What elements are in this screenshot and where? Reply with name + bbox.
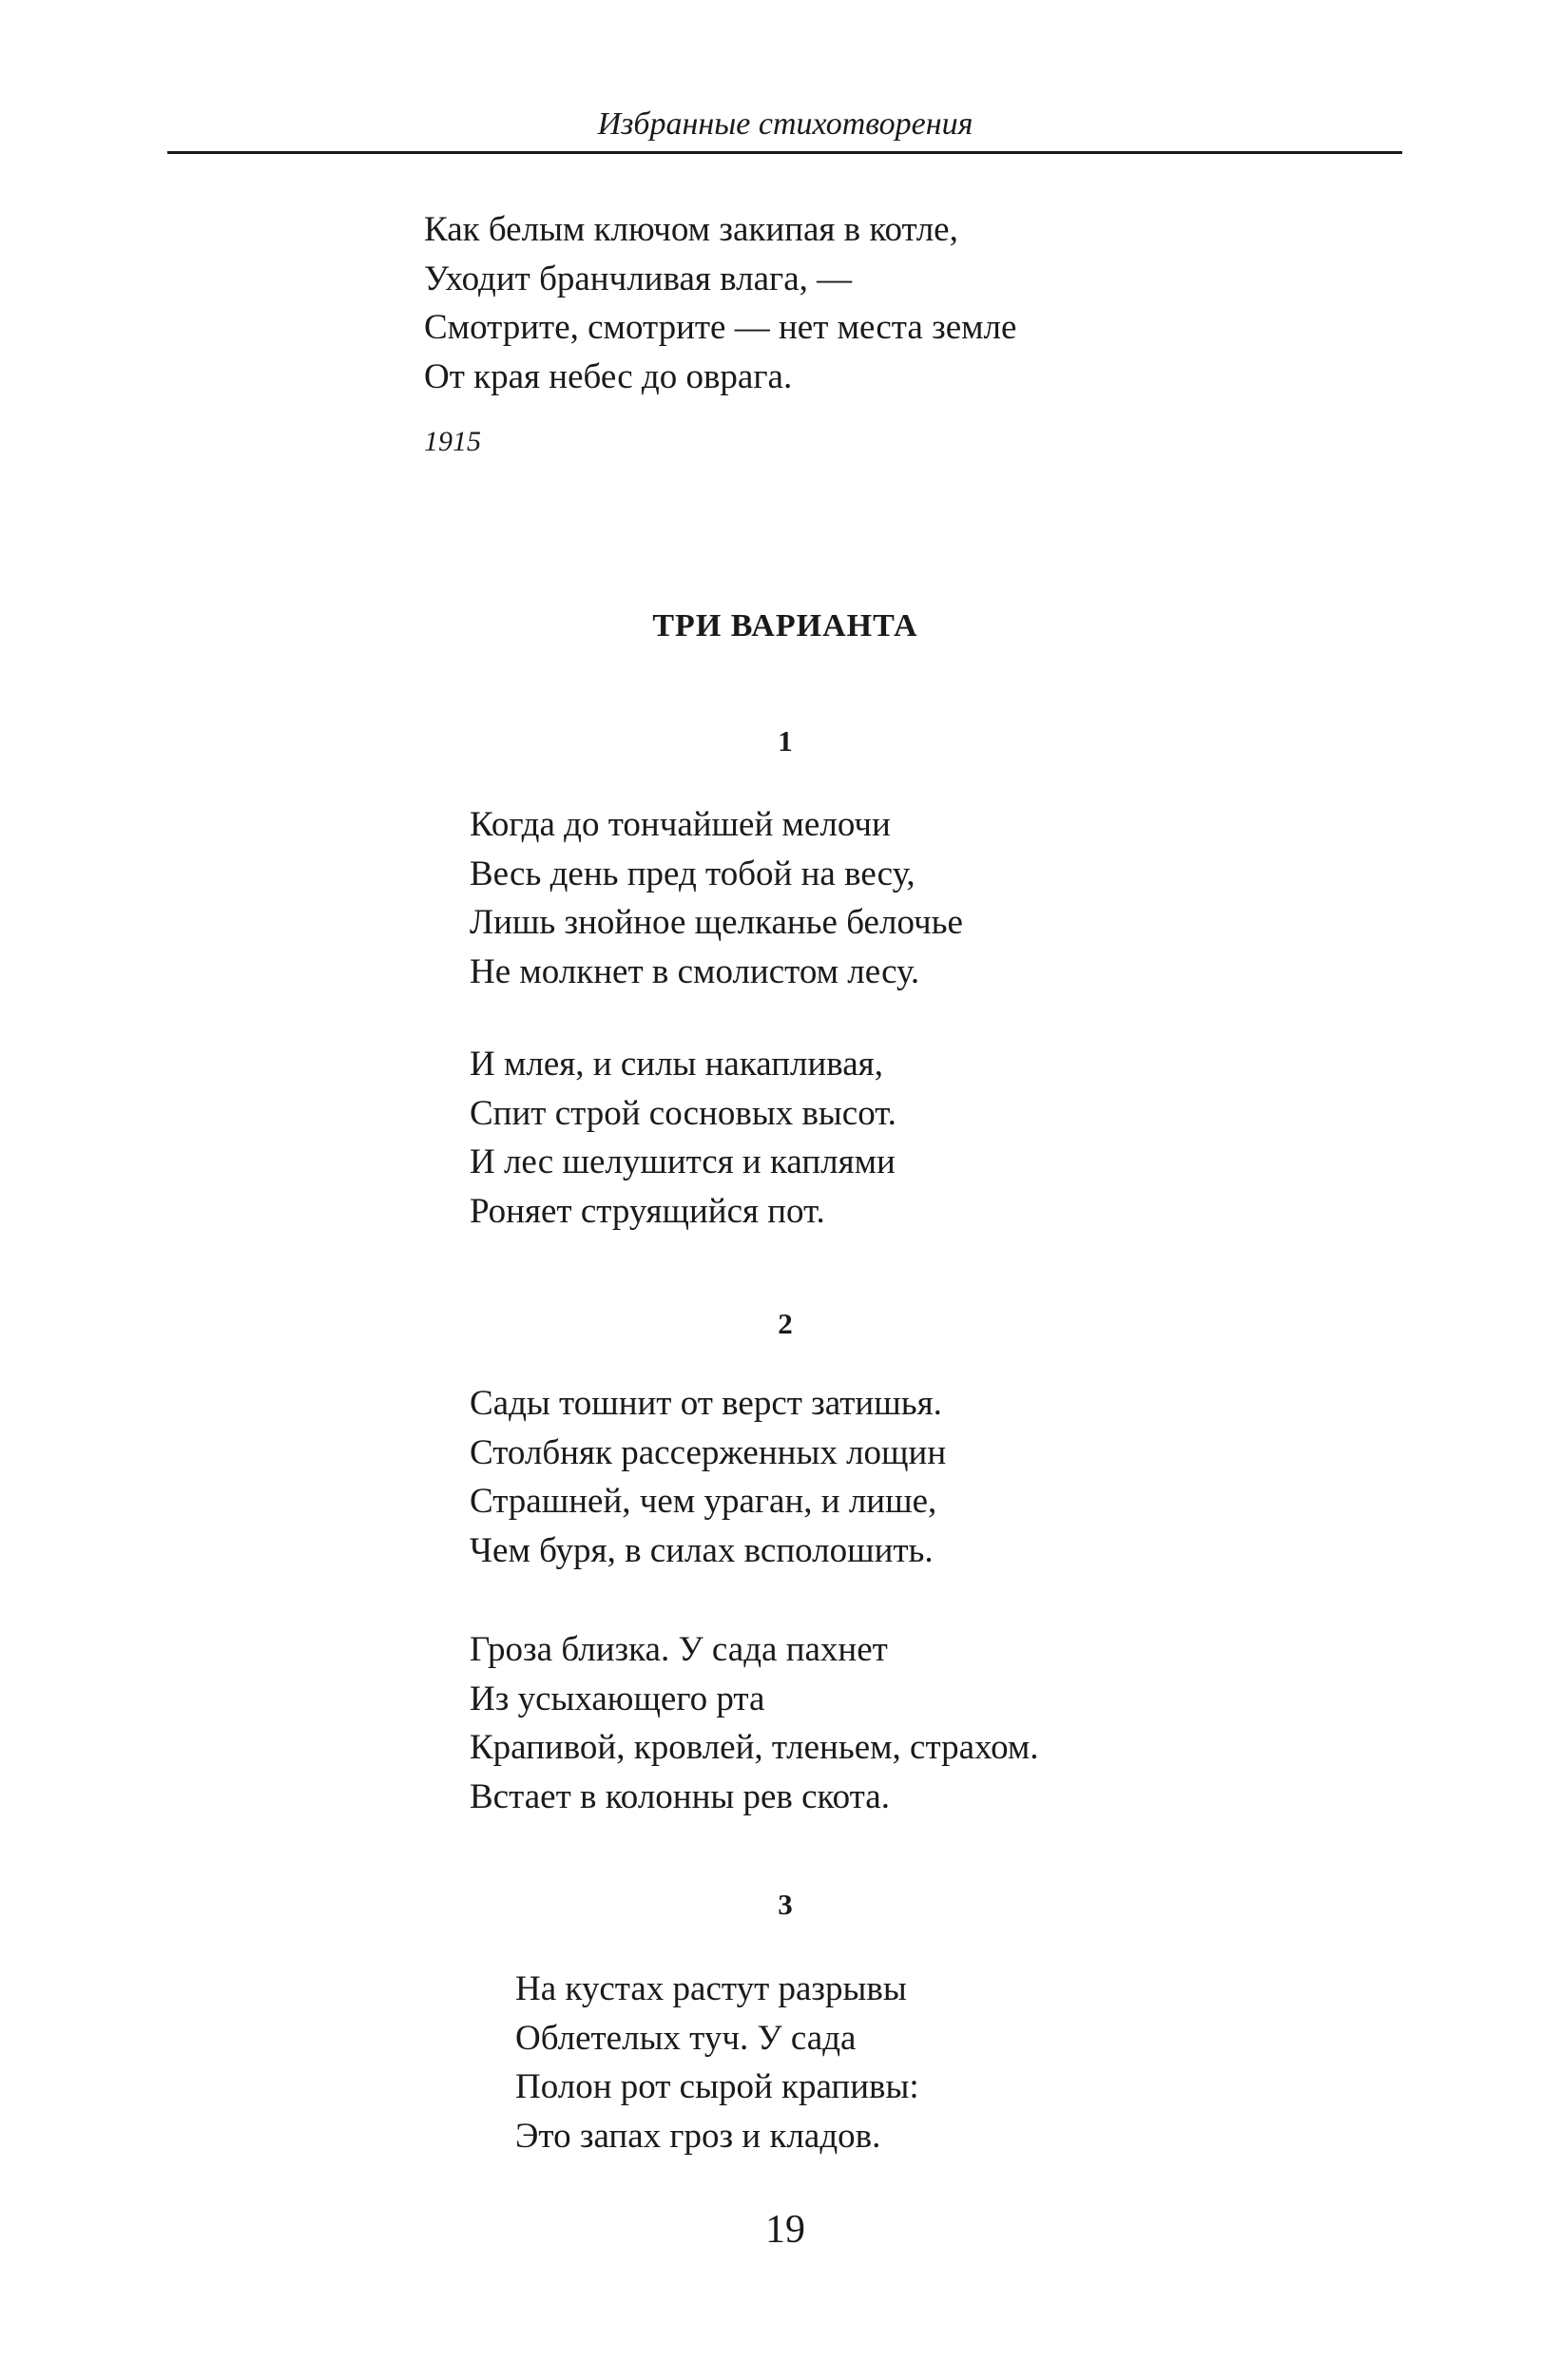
poem-date: 1915 xyxy=(424,426,481,457)
verse-line: Смотрите, смотрите — нет места земле xyxy=(424,308,1017,347)
part-number: 3 xyxy=(778,1888,793,1921)
verse-line: Облетелых туч. У сада xyxy=(515,2018,857,2058)
verse-line: Сады тошнит от верст затишья. xyxy=(470,1384,942,1423)
verse-line: Лишь знойное щелканье белочье xyxy=(470,903,963,942)
verse-line: И млея, и силы накапливая, xyxy=(470,1045,883,1084)
stanza xyxy=(470,800,963,996)
verse-line: Роняет струящийся пот. xyxy=(470,1191,825,1231)
running-head: Избранные стихотворения xyxy=(597,106,973,142)
page-number: 19 xyxy=(765,2208,805,2252)
verse-line: Столбняк рассерженных лощин xyxy=(470,1432,947,1472)
verse-line: Страшней, чем ураган, и лише, xyxy=(470,1482,937,1521)
verse-line: Чем буря, в силах всполошить. xyxy=(470,1530,934,1570)
prev-poem-stanza xyxy=(424,205,1016,401)
verse-line: Это запах гроз и кладов. xyxy=(515,2116,881,2156)
verse-line: И лес шелушится и каплями xyxy=(470,1142,896,1181)
verse-line: Когда до тончайшей мелочи xyxy=(470,805,891,844)
verse-line: Не молкнет в смолистом лесу. xyxy=(470,951,920,991)
stanza xyxy=(470,1379,946,1575)
verse-line: Из усыхающего рта xyxy=(470,1679,765,1718)
verse-line: Спит строй сосновых высот. xyxy=(470,1093,896,1133)
verse-line: Весь день пред тобой на весу, xyxy=(470,854,915,893)
verse-line: Полон рот сырой крапивы: xyxy=(515,2067,919,2106)
stanza xyxy=(515,1965,919,2160)
verse-line: Крапивой, кровлей, тленьем, страхом. xyxy=(470,1728,1039,1767)
verse-line: Как белым ключом закипая в котле, xyxy=(424,210,958,249)
verse-line: Уходит бранчливая влага, — xyxy=(424,259,853,298)
poem-title: ТРИ ВАРИАНТА xyxy=(652,608,918,643)
verse-line: От края небес до оврага. xyxy=(424,356,793,396)
stanza xyxy=(470,1040,896,1236)
part-number: 1 xyxy=(778,724,793,758)
verse-line: На кустах растут разрывы xyxy=(515,1969,907,2008)
part-number: 2 xyxy=(778,1307,793,1340)
stanza xyxy=(470,1625,1039,1821)
verse-line: Гроза близка. У сада пахнет xyxy=(470,1630,888,1669)
header-rule xyxy=(167,151,1402,154)
verse-line: Встает в колонны рев скота. xyxy=(470,1776,890,1816)
